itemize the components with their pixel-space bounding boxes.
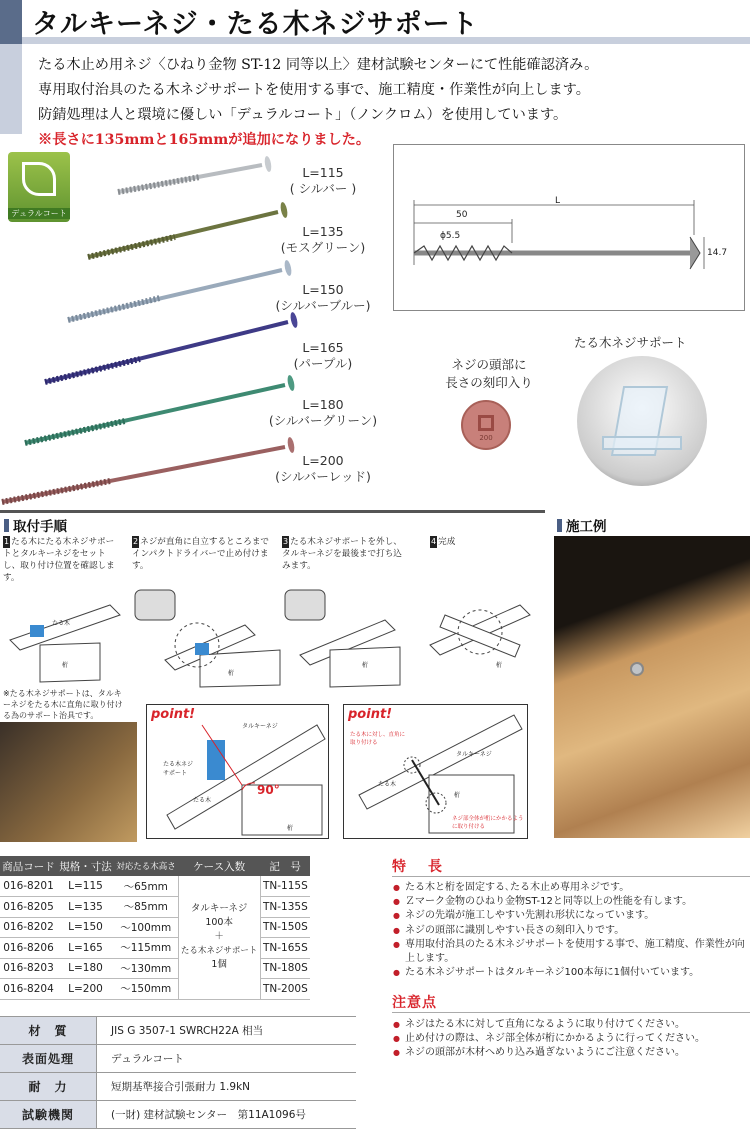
table-row: 016-8205 L=135 ～85mm TN-135S bbox=[0, 897, 310, 918]
step2-label-keta: 桁 bbox=[228, 670, 235, 677]
screw-115 bbox=[118, 156, 272, 192]
screw-label-115: L=115 ( シルバー ) bbox=[289, 165, 357, 196]
list-item: ● ネジはたる木に対して直角になるように取り付けてください。 bbox=[393, 1018, 748, 1032]
dim-l: L bbox=[555, 196, 561, 206]
intro-line-3: 防錆処理は人と環境に優しい「デュラルコート」（ノンクロム）を使用しています。 bbox=[38, 107, 568, 123]
screw-135 bbox=[88, 202, 289, 257]
cautions-title: 注意点 bbox=[392, 995, 437, 1011]
support-caption: たる木ネジサポート bbox=[574, 335, 687, 350]
badge-label: デュラルコート bbox=[8, 208, 70, 219]
install-divider bbox=[0, 510, 545, 513]
step1-label-keta: 桁 bbox=[62, 662, 69, 669]
intro-text bbox=[38, 53, 738, 153]
list-item: ● ネジの頭部が木材へめり込み過ぎないようにご注意ください。 bbox=[393, 1046, 748, 1060]
step-4: 4 完成 bbox=[431, 537, 456, 547]
material-row: 材 質 JIS G 3507-1 SWRCH22A 相当 bbox=[0, 1017, 356, 1045]
list-item: ● ネジの頭部に識別しやすい長さの刻印入りです。 bbox=[393, 924, 748, 938]
example-photo bbox=[554, 536, 750, 838]
screw-label-165: L=165 (パープル) bbox=[293, 340, 353, 371]
table-row: 016-8202 L=150 ～100mm TN-150S bbox=[0, 917, 310, 938]
dim-head: 14.7 bbox=[707, 248, 728, 258]
step3-label-keta: 桁 bbox=[362, 662, 369, 669]
list-item: ● たる木と桁を固定する､たる木止め専用ネジです。 bbox=[393, 881, 748, 895]
screw-200 bbox=[2, 437, 295, 502]
screw-180 bbox=[25, 375, 296, 443]
material-row: 試験機関 (一財) 建材試験センター 第11A1096号 bbox=[0, 1101, 356, 1129]
install-illustrations bbox=[0, 585, 545, 695]
step-1: 1 たる木にたる木ネジサポートとタルキーネジをセットし、取り付け位置を確認します。 bbox=[3, 537, 115, 583]
screw-label-180: L=180 (シルバーグリーン) bbox=[268, 397, 378, 428]
product-drawing bbox=[393, 144, 745, 311]
features-divider bbox=[392, 876, 750, 877]
spec-table bbox=[0, 856, 310, 1000]
screw-label-135: L=135 (モスグリーン) bbox=[280, 224, 366, 255]
install-photo bbox=[0, 722, 137, 842]
install-title: 取付手順 bbox=[4, 515, 67, 535]
support-photo bbox=[577, 356, 707, 486]
screw-165 bbox=[45, 312, 299, 382]
list-item: ● 止め付けの際は、ネジ部全体が桁にかかるように行ってください。 bbox=[393, 1032, 748, 1046]
step-2: 2 ネジが直角に自立するところまでインパクトドライバーで止め付けます。 bbox=[132, 537, 270, 571]
table-row: 016-8203 L=180 ～130mm TN-180S bbox=[0, 958, 310, 979]
list-item: ● ネジの先端が施工しやすい先割れ形状になっています。 bbox=[393, 909, 748, 923]
point-box-1: point! タルキーネジ たる木ネジ サポート たる木 桁 90° bbox=[146, 704, 329, 839]
dim-phi: ϕ5.5 bbox=[440, 231, 461, 241]
step-3: 3 たる木ネジサポートを外し、タルキーネジを最後まで打ち込みます。 bbox=[282, 537, 402, 571]
material-row: 表面処理 デュラルコート bbox=[0, 1045, 356, 1073]
left-strip bbox=[0, 44, 22, 134]
intro-line-2: 専用取付治具のたる木ネジサポートを使用する事で、施工精度・作業性が向上します。 bbox=[38, 82, 590, 98]
list-item: ● 専用取付治具のたる木ネジサポートを使用する事で、施工精度、作業性が向上します。 bbox=[393, 938, 748, 966]
page-header bbox=[0, 0, 750, 44]
screw-head-stamp: 200 bbox=[461, 400, 511, 450]
example-title: 施工例 bbox=[557, 515, 607, 535]
table-row: 016-8201 L=115 ～65mm タルキーネジ 100本 ＋ たる木ネジサポート 1個 TN-115S bbox=[0, 876, 310, 897]
list-item: ● Ｚマーク金物のひねり金物ST-12と同等以上の性能を有します。 bbox=[393, 895, 748, 909]
screw-head-icon bbox=[630, 662, 644, 676]
dim-50: 50 bbox=[456, 210, 468, 220]
support-note: ※たる木ネジサポートは、タルキーネジをたる木に直角に取り付ける為のサポート治具です。 bbox=[3, 689, 123, 720]
head-note: ネジの頭部に 長さの刻印入り bbox=[445, 357, 533, 390]
step1-label-taruki: たる木 bbox=[52, 620, 71, 627]
page-title: タルキーネジ・たる木ネジサポート bbox=[32, 9, 479, 40]
step4-label-keta: 桁 bbox=[496, 662, 503, 669]
intro-notice: ※長さに135mmと165mmが追加になりました。 bbox=[38, 132, 371, 148]
cautions-divider bbox=[392, 1012, 750, 1013]
features-title: 特 長 bbox=[392, 859, 446, 875]
screw-label-150: L=150 (シルバーブルー) bbox=[275, 282, 371, 313]
screw-150 bbox=[68, 260, 293, 320]
table-row: 016-8206 L=165 ～115mm TN-165S bbox=[0, 938, 310, 959]
cautions-list bbox=[393, 1018, 748, 1061]
intro-line-1: たる木止め用ネジ〈ひねり金物 ST-12 同等以上〉建材試験センターにて性能確認済み。 bbox=[38, 57, 599, 73]
material-table bbox=[0, 1016, 356, 1129]
spec-table-header: 商品コード 規格・寸法 対応たる木高さ ケース入数 記 号 bbox=[0, 856, 310, 876]
point-box-2: point! たる木に対し、直角に取り付ける タルキーネジ たる木 桁 ネジ部全体が桁にかかるように取り付ける bbox=[343, 704, 528, 839]
list-item: ● たる木ネジサポートはタルキーネジ100本毎に1個付いています。 bbox=[393, 966, 748, 980]
table-row: 016-8204 L=200 ～150mm TN-200S bbox=[0, 979, 310, 1000]
screw-label-200: L=200 (シルバーレッド) bbox=[275, 453, 371, 484]
square-drive-icon bbox=[478, 415, 494, 431]
header-accent bbox=[0, 0, 22, 44]
features-list bbox=[393, 881, 748, 980]
material-row: 耐 力 短期基準接合引張耐力 1.9kN bbox=[0, 1073, 356, 1101]
case-qty: タルキーネジ 100本 ＋ たる木ネジサポート 1個 bbox=[178, 876, 260, 999]
